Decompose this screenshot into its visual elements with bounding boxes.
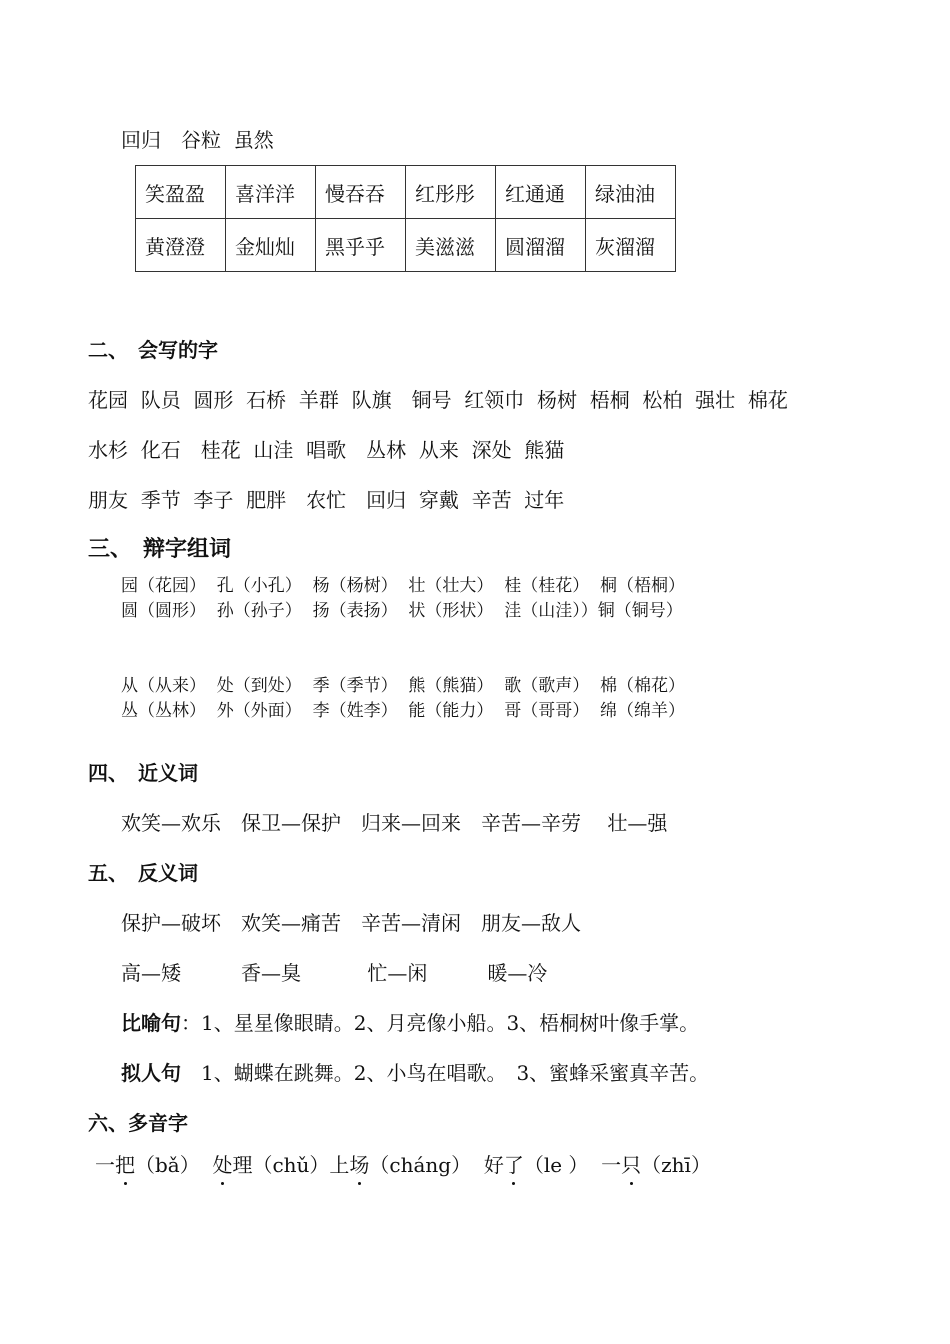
table-row — [136, 166, 676, 219]
dotted-char: 只 — [621, 1153, 642, 1177]
personification-line — [121, 1060, 709, 1086]
section-heading-synonyms: 四、 近义词 — [88, 761, 198, 785]
table-cell: 黄澄澄 — [136, 219, 226, 272]
simile-text: ：1、星星像眼睛。2、月亮像小船。3、梧桐树叶像手掌。 — [181, 1011, 700, 1035]
pinyin: 理（chǔ） — [232, 1153, 330, 1177]
table-cell: 金灿灿 — [226, 219, 316, 272]
table-cell: 红通通 — [496, 166, 586, 219]
table-row — [136, 219, 676, 272]
reduplication-word-table — [135, 165, 676, 272]
word-pair-line: 圆（圆形） 孙（孙子） 扬（表扬） 状（形状） 洼（山洼））铜（铜号） — [121, 601, 683, 621]
polyphonic-item — [484, 1152, 601, 1178]
table-cell: 圆溜溜 — [496, 219, 586, 272]
section-heading-antonyms: 五、 反义词 — [88, 861, 198, 885]
dotted-char: 了 — [503, 1153, 524, 1177]
table-cell: 喜洋洋 — [226, 166, 316, 219]
antonym-line: 高—矮 香—臭 忙—闲 暖—冷 — [121, 961, 548, 985]
table-cell: 美滋滋 — [406, 219, 496, 272]
table-cell: 红彤彤 — [406, 166, 496, 219]
text: 一 — [601, 1153, 622, 1177]
pinyin: （bǎ） — [135, 1153, 213, 1177]
polyphonic-item — [329, 1152, 483, 1178]
table-cell: 绿油油 — [586, 166, 676, 219]
synonym-line: 欢笑—欢乐 保卫—保护 归来—回来 辛苦—辛劳 壮—强 — [121, 811, 668, 835]
word-pair-line: 园（花园） 孔（小孔） 杨（杨树） 壮（壮大） 桂（桂花） 桐（梧桐） — [121, 576, 686, 596]
table-cell: 笑盈盈 — [136, 166, 226, 219]
pinyin: （le ） — [523, 1153, 602, 1177]
text: 上 — [329, 1153, 350, 1177]
pinyin: （cháng） — [369, 1153, 484, 1177]
table-cell: 黑乎乎 — [316, 219, 406, 272]
top-line: 回归 谷粒 虽然 — [121, 128, 274, 152]
dotted-char: 场 — [349, 1153, 370, 1177]
polyphonic-item — [212, 1152, 329, 1178]
word-line: 花园 队员 圆形 石桥 羊群 队旗 铜号 红领巾 杨树 梧桐 松柏 强壮 棉花 — [88, 388, 788, 412]
section-heading-writing-words: 二、 会写的字 — [88, 338, 218, 362]
table-cell: 灰溜溜 — [586, 219, 676, 272]
polyphonic-item — [95, 1152, 212, 1178]
dotted-char: 把 — [115, 1153, 135, 1177]
polyphonic-line — [95, 1152, 711, 1178]
section-heading-polyphonic: 六、多音字 — [88, 1111, 188, 1135]
simile-line — [121, 1010, 699, 1036]
section-heading-distinguish-words: 三、 辩字组词 — [88, 537, 232, 562]
word-pair-line: 丛（丛林） 外（外面） 李（姓李） 能（能力） 哥（哥哥） 绵（绵羊） — [121, 701, 686, 721]
table-cell: 慢吞吞 — [316, 166, 406, 219]
word-line: 朋友 季节 李子 肥胖 农忙 回归 穿戴 辛苦 过年 — [88, 488, 565, 512]
polyphonic-item — [601, 1152, 711, 1178]
word-line: 水杉 化石 桂花 山洼 唱歌 丛林 从来 深处 熊猫 — [88, 438, 565, 462]
dotted-char: 处 — [212, 1153, 233, 1177]
personification-text: 1、蝴蝶在跳舞。2、小鸟在唱歌。 3、蜜蜂采蜜真辛苦。 — [181, 1061, 710, 1085]
antonym-line: 保护—破坏 欢笑—痛苦 辛苦—清闲 朋友—敌人 — [121, 911, 581, 935]
text: 好 — [483, 1153, 504, 1177]
text: 一 — [95, 1153, 115, 1177]
simile-label: 比喻句 — [121, 1011, 181, 1035]
word-pair-line: 从（从来） 处（到处） 季（季节） 熊（熊猫） 歌（歌声） 棉（棉花） — [121, 676, 686, 696]
personification-label: 拟人句 — [121, 1061, 181, 1085]
pinyin: （zhī） — [641, 1153, 711, 1177]
